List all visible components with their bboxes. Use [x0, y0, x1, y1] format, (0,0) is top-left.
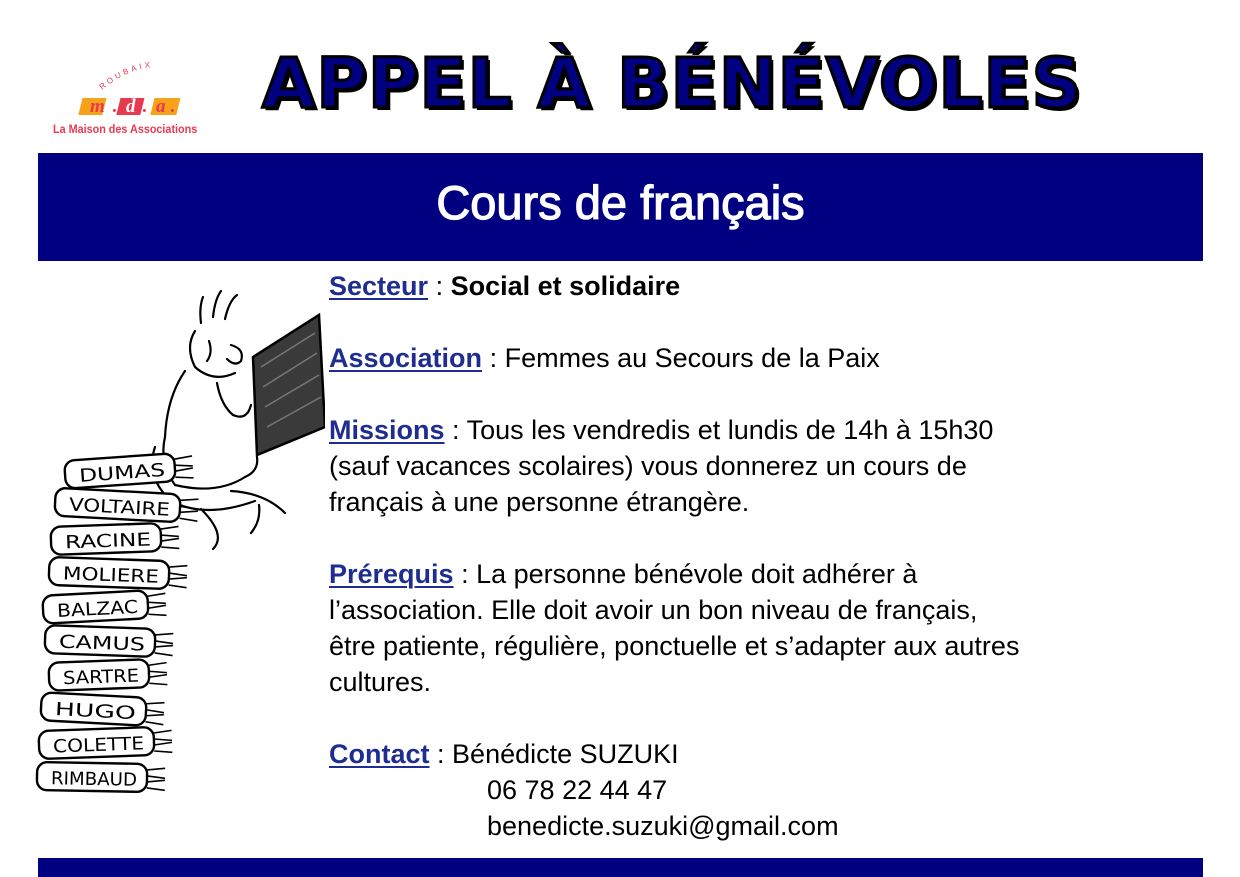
missions-label: Missions — [329, 415, 445, 445]
sector-value: Social et solidaire — [450, 271, 681, 301]
logo-dot: . — [170, 96, 175, 117]
banner-title: Cours de français — [436, 176, 805, 229]
logo-letter-m: m — [90, 96, 105, 117]
svg-text:HUGO: HUGO — [54, 698, 111, 723]
book-spine — [45, 625, 174, 657]
svg-text:BALZAC: BALZAC — [56, 597, 130, 622]
sector-label: Secteur — [329, 271, 429, 301]
missions-line-2: (sauf vacances scolaires) vous donnerez un cours de — [329, 451, 967, 481]
logo-dot: . — [112, 96, 117, 117]
open-book — [253, 315, 325, 455]
title-banner — [38, 153, 1203, 261]
svg-text:CAMUS: CAMUS — [58, 631, 125, 655]
prerequis-block — [329, 556, 1209, 700]
separator: : — [489, 343, 498, 373]
offer-details — [329, 268, 1209, 844]
logo-arc-text: ROUBAIX — [97, 59, 154, 92]
contact-block — [329, 736, 1209, 772]
page-title: APPEL À BÉNÉVOLES — [262, 44, 1083, 124]
book-spine — [39, 726, 173, 759]
book-spine — [42, 589, 166, 623]
illustration-drawing — [35, 287, 325, 842]
contact-name: Bénédicte SUZUKI — [452, 739, 679, 769]
contact-label: Contact — [329, 739, 430, 769]
bottom-bar — [38, 858, 1203, 877]
mda-logo — [50, 52, 215, 138]
svg-text:ROUBAIX — [98, 60, 154, 91]
separator: : — [437, 739, 445, 769]
book-spine — [37, 762, 165, 792]
missions-line-1: Tous les vendredis et lundis de 14h à 15h30 — [466, 415, 994, 445]
contact-email[interactable]: benedicte.suzuki@gmail.com — [487, 811, 839, 841]
logo-dot: . — [142, 96, 147, 117]
missions-block — [329, 412, 1209, 520]
svg-text:RIMBAUD: RIMBAUD — [50, 768, 137, 791]
svg-text:COLETTE: COLETTE — [52, 733, 135, 758]
logo-caption: La Maison des Associations — [53, 122, 198, 136]
missions-line-3: français à une personne étrangère. — [329, 487, 750, 517]
separator: : — [435, 271, 444, 301]
logo-letter-a: a — [156, 96, 166, 117]
svg-text:SARTRE: SARTRE — [62, 665, 134, 690]
mda-logo-mark — [50, 52, 215, 122]
association-line — [329, 340, 1209, 376]
book-spine — [40, 692, 164, 726]
book-spine — [49, 557, 188, 590]
sector-line — [329, 268, 1209, 304]
reader-on-books-illustration — [35, 287, 325, 842]
book-spine — [54, 488, 198, 523]
association-value: Femmes au Secours de la Paix — [504, 343, 880, 373]
svg-text:MOLIERE: MOLIERE — [62, 563, 144, 588]
svg-text:DUMAS: DUMAS — [78, 461, 147, 487]
prerequis-line-2: l’association. Elle doit avoir un bon niveau de français, — [329, 595, 978, 625]
prerequis-label: Prérequis — [329, 559, 454, 589]
contact-phone: 06 78 22 44 47 — [487, 775, 668, 805]
association-label: Association — [329, 343, 483, 373]
prerequis-line-3: être patiente, régulière, ponctuelle et s’adapter aux autres — [329, 631, 1020, 661]
separator: : — [452, 415, 460, 445]
book-spine — [51, 522, 180, 554]
svg-text:RACINE: RACINE — [64, 530, 132, 554]
book-spine — [49, 659, 168, 691]
separator: : — [461, 559, 469, 589]
prerequis-line-4: cultures. — [329, 667, 432, 697]
prerequis-line-1: La personne bénévole doit adhérer à — [476, 559, 918, 589]
svg-text:VOLTAIRE: VOLTAIRE — [68, 494, 155, 520]
logo-letter-d: d — [126, 96, 136, 117]
